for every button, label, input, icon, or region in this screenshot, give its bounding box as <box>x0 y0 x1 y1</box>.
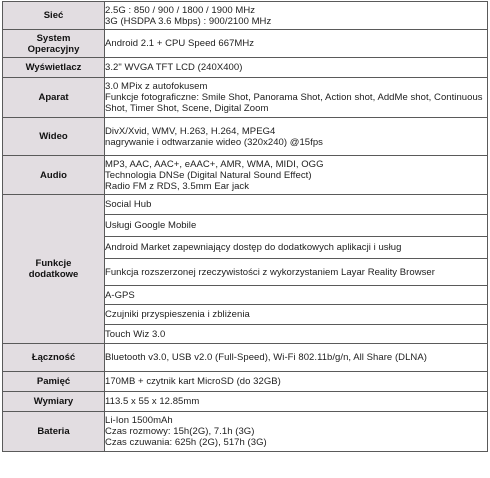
row-label-video: Wideo <box>3 118 105 156</box>
row-value-os <box>105 30 488 58</box>
row-label-display: Wyświetlacz <box>3 58 105 78</box>
table-row <box>3 30 488 58</box>
row-value-video <box>105 118 488 156</box>
value-line: Android 2.1 + CPU Speed 667MHz <box>105 38 255 49</box>
row-label-camera: Aparat <box>3 78 105 118</box>
table-row <box>3 344 488 372</box>
row-label-audio: Audio <box>3 156 105 195</box>
label-line: Operacyjny <box>27 43 80 55</box>
row-label-memory: Pamięć <box>3 372 105 392</box>
row-value-network <box>105 2 488 30</box>
value-line: DivX/Xvid, WMV, H.263, H.264, MPEG4 <box>105 125 276 137</box>
table-row <box>3 58 488 78</box>
row-value-memory <box>105 372 488 392</box>
value-line: 3.0 MPix z autofokusem <box>105 81 208 92</box>
row-label-dimensions: Wymiary <box>3 392 105 412</box>
value-line: Bluetooth v3.0, USB v2.0 (Full-Speed), Wi-Fi 802.11b/g/n, All Share (DLNA) <box>105 352 427 363</box>
value-line: Radio FM z RDS, 3.5mm Ear jack <box>105 180 250 192</box>
table-row <box>3 412 488 452</box>
value-line: 3G (HSDPA 3.6 Mbps) : 900/2100 MHz <box>105 15 272 27</box>
row-value-camera <box>105 78 488 118</box>
table-row <box>3 372 488 392</box>
value-line: Funkcje fotograficzne: Smile Shot, Panorama Shot, Action shot, AddMe shot, Continuous Shot, Timer Shot, Scene, Digital Zoom <box>105 92 483 114</box>
value-line: 3.2" WVGA TFT LCD (240X400) <box>105 62 243 73</box>
table-row <box>3 118 488 156</box>
value-line: Czas rozmowy: 15h(2G), 7.1h (3G) <box>105 426 255 437</box>
table-row <box>3 78 488 118</box>
feature-item: Android Market zapewniający dostęp do dodatkowych aplikacji i usług <box>105 237 488 259</box>
row-label-network: Sieć <box>3 2 105 30</box>
table-row <box>3 2 488 30</box>
feature-item: Social Hub <box>105 195 488 215</box>
value-line: 113.5 x 55 x 12.85mm <box>105 396 200 407</box>
table-row <box>3 195 488 215</box>
row-label-connectivity: Łączność <box>3 344 105 372</box>
value-line: Czas czuwania: 625h (2G), 517h (3G) <box>105 437 267 448</box>
value-line: Li-Ion 1500mAh <box>105 415 173 426</box>
spec-table <box>2 1 488 452</box>
table-row <box>3 156 488 195</box>
feature-item: Usługi Google Mobile <box>105 215 488 237</box>
feature-item: A-GPS <box>105 286 488 305</box>
value-line: 2.5G : 850 / 900 / 1800 / 1900 MHz <box>105 4 256 16</box>
row-label-os <box>3 30 105 58</box>
value-line: MP3, AAC, AAC+, eAAC+, AMR, WMA, MIDI, OGG <box>105 158 324 170</box>
row-value-battery <box>105 412 488 452</box>
row-label-battery: Bateria <box>3 412 105 452</box>
label-line: System <box>36 32 71 44</box>
feature-item: Czujniki przyspieszenia i zbliżenia <box>105 305 488 325</box>
value-line: nagrywanie i odtwarzanie wideo (320x240) @15fps <box>105 136 323 148</box>
label-line: Funkcje <box>35 258 72 269</box>
row-label-extra-features <box>3 195 105 344</box>
row-value-connectivity <box>105 344 488 372</box>
value-line: 170MB + czytnik kart MicroSD (do 32GB) <box>105 376 281 387</box>
table-row <box>3 392 488 412</box>
row-value-audio <box>105 156 488 195</box>
feature-item: Touch Wiz 3.0 <box>105 325 488 344</box>
value-line: Technologia DNSe (Digital Natural Sound Effect) <box>105 169 312 181</box>
row-value-dimensions <box>105 392 488 412</box>
label-line: dodatkowe <box>28 269 79 280</box>
row-value-display <box>105 58 488 78</box>
feature-item: Funkcja rozszerzonej rzeczywistości z wykorzystaniem Layar Reality Browser <box>105 259 488 286</box>
